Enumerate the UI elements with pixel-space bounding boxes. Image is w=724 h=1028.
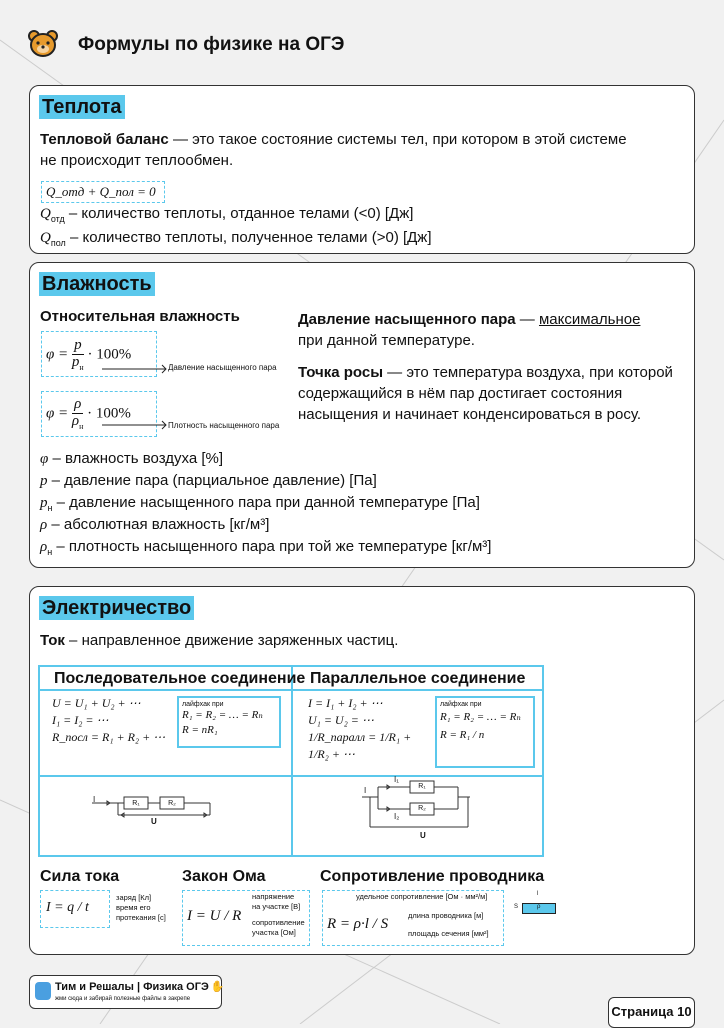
series-circuit (90, 787, 240, 847)
resistor-label: R₁ (132, 800, 140, 807)
current-label: I (93, 795, 96, 804)
dew-def-3: насыщения и начинает конденсироваться в росу. (298, 406, 641, 423)
current-title: Сила тока (40, 868, 120, 885)
legend-q-given: $Q_{отд}$ – количество теплоты, отданное телами (<0) [Дж] (40, 205, 414, 224)
legend-item: ρ – абсолютная влажность [кг/м³] (40, 516, 270, 533)
legend-q-received: $Q_{пол}$ – количество теплоты, полученное телами (>0) [Дж] (40, 229, 432, 248)
resistor-label: R₁ (418, 783, 426, 790)
section-title: Теплота (39, 95, 125, 119)
parallel-formulas: I = I₁ + I₂ + ⋯ U₁ = U₂ = ⋯ 1/R_паралл = 1/R₁ + 1/R₂ + ⋯ (308, 696, 412, 761)
arrows (100, 358, 170, 430)
heat-definition: Тепловой баланс — это такое состояние системы тел, при котором в этой системе (40, 131, 627, 148)
voltage-label: U (420, 831, 426, 840)
channel-cta: жми сюда и забирай полезные файлы в закрепе (55, 996, 191, 1002)
page-number: Страница 10 (608, 997, 695, 1028)
area-label: S (514, 904, 519, 910)
humidity-formula-pressure: φ = $\frac{p}{p_н}$ · 100% (41, 331, 157, 377)
page-title: Формулы по физике на ОГЭ (78, 34, 345, 55)
note: Давление насыщенного пара (168, 363, 277, 372)
current-formula-box (40, 890, 110, 928)
parallel-hack: лайфхак при R₁ = R₂ = … = Rₙ R = R₁ / n (435, 696, 535, 768)
hand-icon: ✋ (210, 981, 225, 993)
pressure-def-2: при данной температуре. (298, 332, 475, 349)
resist-title: Сопротивление проводника (320, 868, 545, 885)
resistor-label: R₂ (168, 800, 176, 807)
pressure-def: Давление насыщенного пара — максимальное (298, 311, 641, 328)
current-notes: заряд [Кл] время его протекания [с] (116, 893, 166, 922)
legend-item: $p_н$ – давление насыщенного пара при данной температуре [Па] (40, 494, 480, 513)
note: длина проводника [м] (408, 911, 484, 920)
telegram-icon (35, 982, 51, 1000)
parallel-title: Параллельное соединение (310, 670, 526, 687)
current-def: Ток – направленное движение заряженных частиц. (40, 632, 399, 649)
ohm-notes: напряжение на участке [В] сопротивление участка [Ом] (252, 892, 305, 937)
current-label: I (364, 786, 367, 795)
section-electricity (29, 586, 695, 955)
legend-item: $\rho_н$ – плотность насыщенного пара при той же температуре [кг/м³] (40, 538, 492, 557)
current-label: I₂ (394, 812, 400, 821)
dew-def-2: содержащийся в нём пар достигает состояния (298, 385, 623, 402)
heat-balance-formula: Q_отд + Q_пол = 0 (46, 184, 156, 199)
section-heat (29, 85, 695, 254)
legend-item: p – давление пара (парциальное давление) [Па] (40, 472, 377, 489)
section-humidity (29, 262, 695, 568)
ohm-formula: I = U / R (187, 908, 242, 924)
channel-name-row (55, 980, 225, 993)
bear-icon (28, 30, 58, 58)
series-title: Последовательное соединение (54, 670, 306, 687)
section-title: Электричество (39, 596, 194, 620)
legend-item: φ – влажность воздуха [%] (40, 450, 224, 467)
dew-def: Точка росы — это температура воздуха, при которой (298, 364, 673, 381)
length-label: l (537, 891, 539, 897)
resistor-label: R₂ (418, 805, 426, 812)
resist-formula: R = ρ·l / S (327, 916, 389, 932)
heat-balance-formula-box (41, 181, 165, 203)
note: площадь сечения [мм²] (408, 929, 489, 938)
note: Плотность насыщенного пара (168, 421, 280, 430)
channel-link[interactable] (29, 975, 225, 1009)
series-hack: лайфхак при R₁ = R₂ = … = Rₙ R = nR₁ (177, 696, 281, 748)
current-formula: I = q / t (46, 900, 89, 915)
section-title: Влажность (39, 272, 155, 296)
connections-table (38, 665, 544, 857)
subtitle: Относительная влажность (40, 308, 240, 325)
channel-name: Тим и Решалы | Физика ОГЭ (55, 981, 209, 993)
series-formulas: U = U₁ + U₂ + ⋯ I₁ = I₂ = ⋯ R_посл = R₁ + R₂ + ⋯ (52, 696, 166, 744)
heat-definition-2: не происходит теплообмен. (40, 152, 234, 169)
conductor-diagram: ρ (522, 903, 556, 914)
current-label: I₁ (394, 775, 399, 784)
humidity-formula-density: φ = $\frac{\rho}{\rho_н}$ · 100% (41, 391, 157, 437)
ohm-title: Закон Ома (182, 868, 266, 885)
note: удельное сопротивление [Ом · мм²/м] (356, 892, 488, 901)
voltage-label: U (151, 817, 157, 826)
